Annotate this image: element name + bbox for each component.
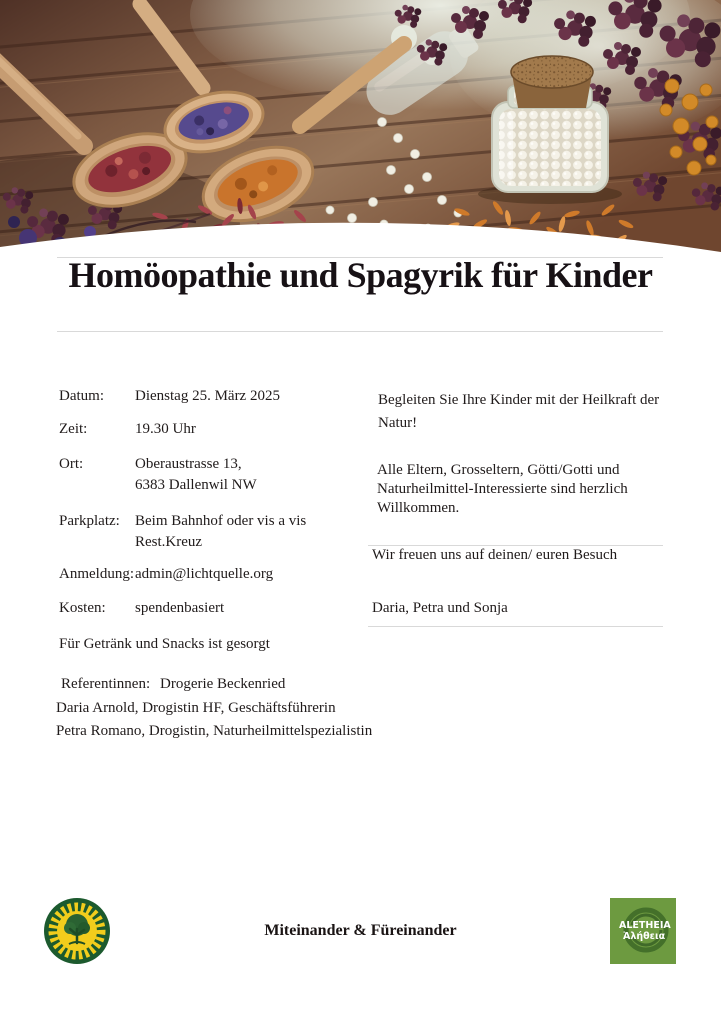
detail-value-line1: Beim Bahnhof oder vis a vis [135, 513, 307, 529]
speaker-line-1: Daria Arnold, Drogistin HF, Geschäftsführerin [56, 700, 336, 716]
invitation-p2 [377, 461, 628, 518]
detail-row-anmeldung [59, 564, 273, 585]
invitation-p2-line1: Alle Eltern, Grosseltern, Götti/Gotti und [377, 462, 620, 478]
catering-note: Für Getränk und Snacks ist gesorgt [59, 636, 270, 652]
title-rule-bottom [57, 331, 663, 332]
detail-label: Anmeldung: [59, 566, 134, 582]
detail-value-email: admin@lichtquelle.org [135, 566, 274, 582]
invitation-p1-line2: Natur! [378, 415, 418, 431]
detail-value-line2: 6383 Dallenwil NW [135, 477, 257, 493]
detail-value-line1: Oberaustrasse 13, [135, 456, 242, 472]
detail-value [135, 511, 306, 553]
hero-photo [0, 0, 721, 256]
speakers-label: Referentinnen: [61, 676, 151, 692]
detail-row-ort [59, 454, 257, 496]
invitation-p1 [378, 389, 659, 435]
detail-row-zeit [59, 419, 196, 440]
herbs-photo-illustration [0, 0, 721, 256]
aletheia-logo-text-line1: ALETHEIA [619, 920, 671, 931]
aletheia-logo-icon [610, 898, 676, 964]
detail-value: 19.30 Uhr [135, 421, 196, 437]
aletheia-logo-text-line2: Ἀλήθεια [623, 931, 666, 942]
signature-line: Daria, Petra und Sonja [372, 600, 508, 616]
detail-row-parkplatz [59, 511, 306, 553]
speakers-org: Drogerie Beckenried [160, 676, 286, 692]
detail-value: spendenbasiert [135, 600, 225, 616]
invitation-p1-line1: Begleiten Sie Ihre Kinder mit der Heilkraft der [378, 392, 660, 408]
closing-line: Wir freuen uns auf deinen/ euren Besuch [372, 547, 618, 563]
detail-value-line2: Rest.Kreuz [135, 534, 203, 550]
detail-label: Zeit: [59, 421, 88, 437]
detail-value: Dienstag 25. März 2025 [135, 388, 280, 404]
detail-label: Kosten: [59, 600, 106, 616]
detail-label: Parkplatz: [59, 513, 120, 529]
page-title: Homöopathie und Spagyrik für Kinder [68, 255, 653, 295]
detail-row-datum [59, 386, 280, 407]
detail-value [135, 454, 257, 496]
detail-label: Ort: [59, 456, 84, 472]
speaker-line-2: Petra Romano, Drogistin, Naturheilmittelspezialistin [56, 723, 373, 739]
invitation-p2-line3: Willkommen. [377, 500, 460, 516]
invitation-divider-bottom [368, 626, 663, 627]
detail-row-kosten [59, 598, 224, 619]
speakers-row [61, 674, 285, 695]
footer-motto: Miteinander & Füreinander [264, 922, 457, 939]
detail-label: Datum: [59, 388, 104, 404]
invitation-p2-line2: Naturheilmittel-Interessierte sind herzlich [377, 481, 628, 497]
